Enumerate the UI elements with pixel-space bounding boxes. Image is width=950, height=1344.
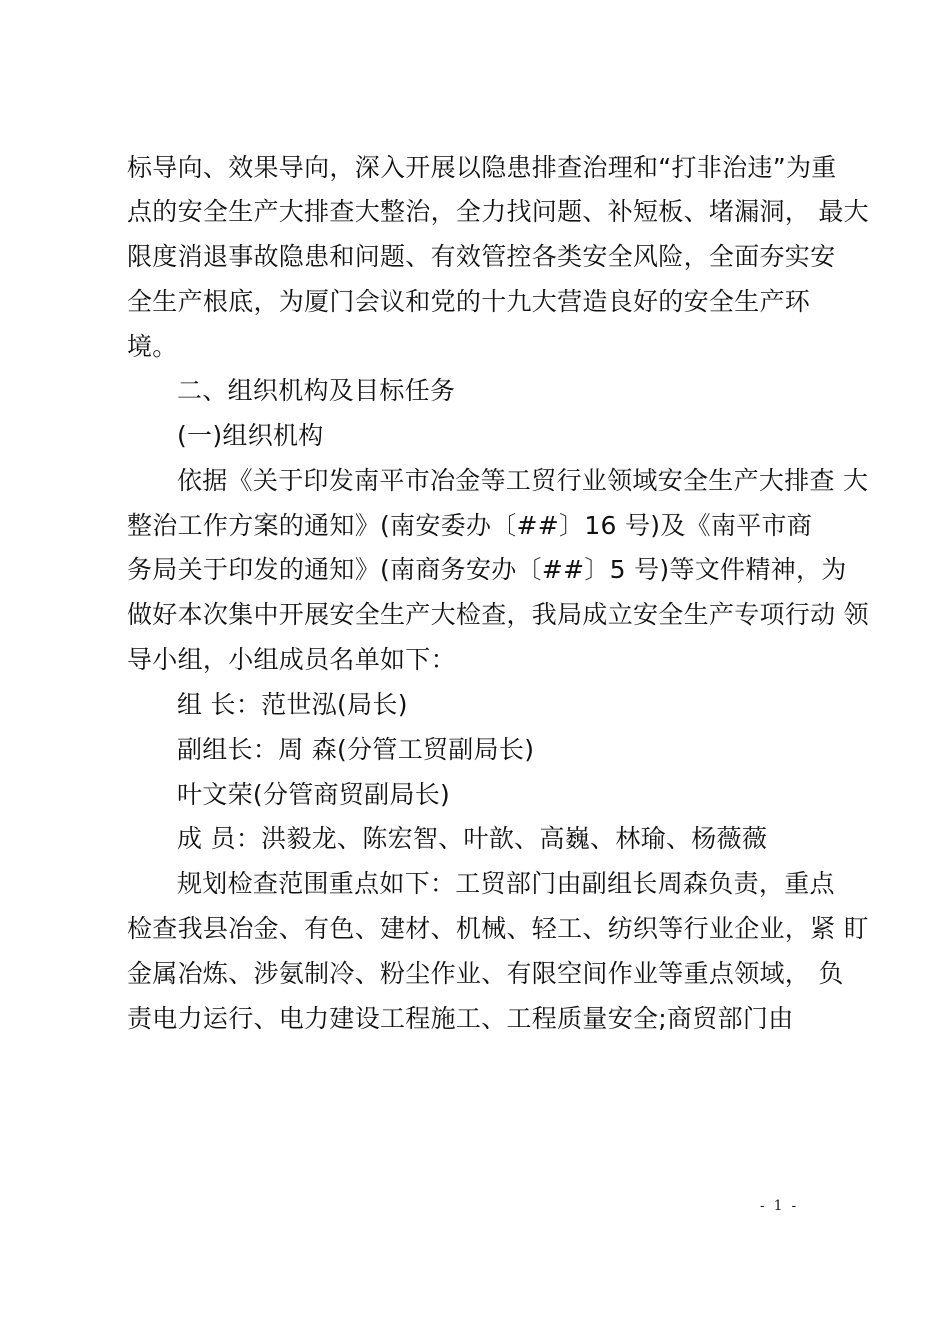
body-line-10: 务局关于印发的通知》(南商务安办〔##〕5 号)等文件精神，为 (127, 555, 847, 584)
section-heading: 二、组织机构及目标任务 (177, 376, 456, 405)
body-line-8: 依据《关于印发南平市冶金等工贸行业领域安全生产大排查 大 (177, 466, 869, 495)
body-line-20: 责电力运行、电力建设工程施工、工程质量安全;商贸部门由 (127, 1004, 794, 1033)
team-leader-line: 组 长：范世泓(局长) (177, 690, 408, 719)
body-line-11: 做好本次集中开展安全生产大检查，我局成立安全生产专项行动 领 (127, 600, 869, 629)
body-line-4: 全生产根底，为厦门会议和党的十九大营造良好的安全生产环 (127, 287, 811, 316)
body-line-18: 检查我县冶金、有色、建材、机械、轻工、纺织等行业企业，紧 盯 (127, 914, 869, 943)
body-line-3: 限度消退事故隐患和问题、有效管控各类安全风险，全面夯实安 (127, 242, 836, 271)
body-line-2: 点的安全生产大排查大整治，全力找问题、补短板、堵漏洞， 最大 (127, 197, 869, 226)
members-line: 成 员：洪毅龙、陈宏智、叶歆、高巍、林瑜、杨薇薇 (177, 824, 768, 853)
body-line-19: 金属冶炼、涉氨制冷、粉尘作业、有限空间作业等重点领域， 负 (127, 959, 844, 988)
deputy-leader-line-2: 叶文荣(分管商贸副局长) (177, 780, 451, 809)
page-number: - 1 - (760, 1198, 797, 1214)
body-line-9: 整治工作方案的通知》(南安委办〔##〕16 号)及《南平市商 (127, 511, 813, 540)
body-line-17: 规划检查范围重点如下：工贸部门由副组长周森负责，重点 (177, 869, 835, 898)
body-line-12: 导小组，小组成员名单如下： (127, 645, 456, 674)
body-line-1: 标导向、效果导向，深入开展以隐患排查治理和“打非治违”为重 (127, 153, 837, 182)
subsection-heading: (一)组织机构 (177, 421, 324, 450)
body-line-5: 境。 (127, 332, 178, 361)
deputy-leader-line: 副组长：周 森(分管工贸副局长) (177, 735, 535, 764)
